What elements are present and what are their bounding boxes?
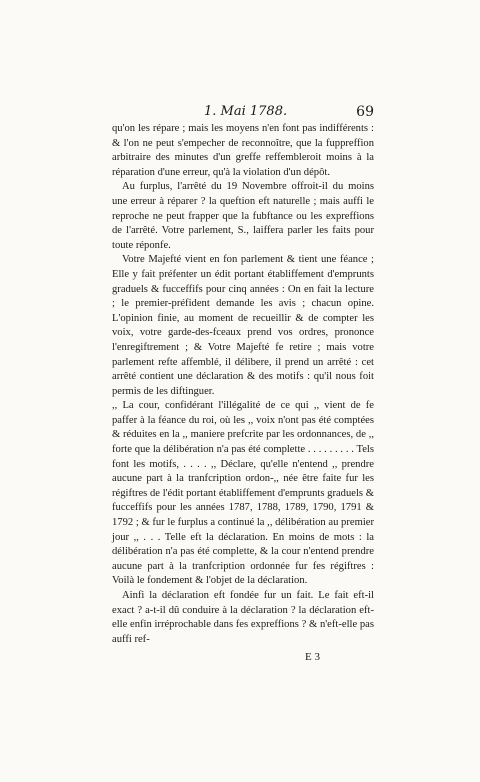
body-text	[112, 122, 374, 647]
paragraph-1: qu'on les répare ; mais les moyens n'en font pas indifférents : & l'on ne peut s'empecher de reconnoître, que la fuppreffion arbitraire des minutes d'un greffe reffembleroit moins à la réparation d'une erreur, qu'à la violation d'un dépôt.	[112, 123, 374, 178]
paragraph-2: Au furplus, l'arrêté du 19 Novembre offroit-il du moins une erreur à réparer ? la queftion eft naturelle ; mais auffi le reproche ne peut frapper que la fubftance ou les expreffions de l'arrêté. Votre parlement, S., laiffera parler les faits pour toute réponfe.	[112, 181, 374, 251]
document-page	[112, 104, 374, 663]
page-number: 69	[356, 104, 374, 120]
paragraph-quote: ,, La cour, confidérant l'illégalité de ce qui ,, vient de fe paffer à la féance du roi, où les ,, voix n'ont pas été comptées & réduites en la ,, maniere prefcrite par les ordonnances, de ,, forte que la délibération n'a pas été complette . . . . . . . . . Tels font les motifs, . . . . ,, Déclare, qu'elle n'entend ,, prendre aucune part à la tranfcription ordon-,, née être faite fur les régiftres de l'édit portant établiffement d'emprunts graduels & fucceffifs pour les années 1787, 1788, 1789, 1790, 1791 & 1792 ; & fur le furplus a continué la ,, délibération au premier jour ,, . . . Telle eft la déclaration. En moins de mots : la délibération n'a pas été complette, & la cour n'entend prendre aucune part à la tranfcription ordonnée fur fes régiftres : Voilà le fondement & l'objet de la déclaration.	[112, 400, 374, 587]
signature-mark: E 3	[305, 651, 320, 664]
running-title: 1. Mai 1788.	[204, 104, 288, 119]
paragraph-5: Ainfi la déclaration eft fondée fur un fait. Le fait eft-il exact ? a-t-il dû conduire à la déclaration ? la déclaration eft-elle enfin irréprochable dans fes expreffions ? & n'eft-elle pas auffi ref-	[112, 590, 374, 645]
running-header	[112, 104, 374, 122]
paragraph-3: Votre Majefté vient en fon parlement & tient une féance ; Elle y fait préfenter un édit portant établiffement d'emprunts graduels & fucceffifs pour cinq années : On en fait la lecture ; le premier-préfident demande les avis ; chacun opine. L'opinion finie, au moment de recueillir & de compter les voix, votre garde-des-fceaux prend vos ordres, prononce l'enregiftrement ; & Votre Majefté fe retire ; mais votre parlement refte affemblé, il délibere, il prend un arrêté : cet arrêté contient une déclaration & des motifs : qu'il nous foit permis de les diftinguer.	[112, 254, 374, 397]
